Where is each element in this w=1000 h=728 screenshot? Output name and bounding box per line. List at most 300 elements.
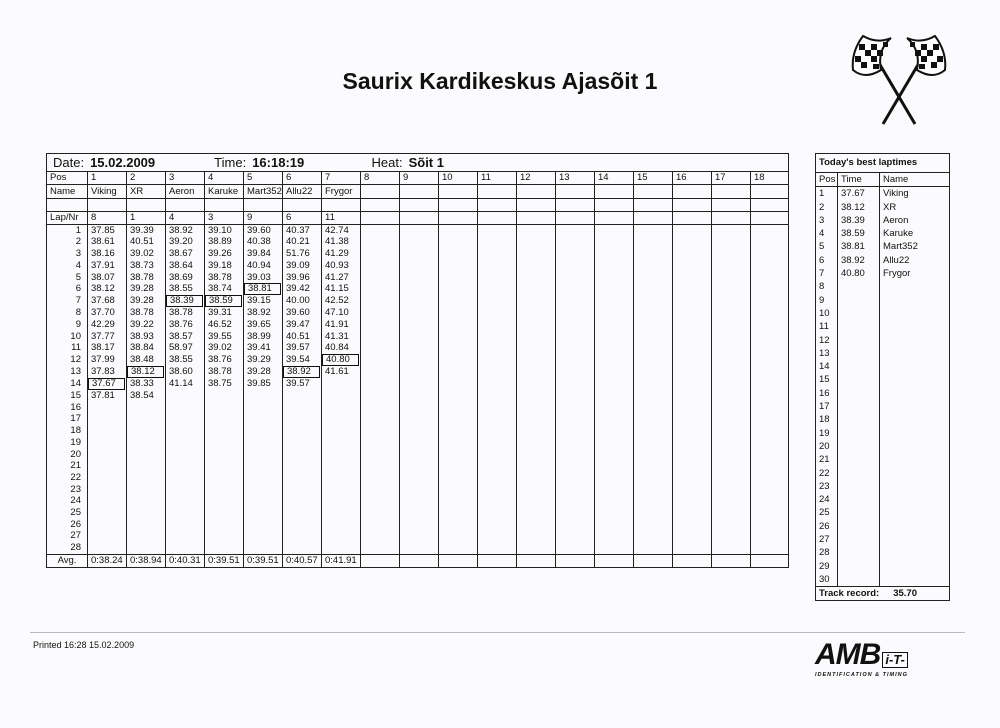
lap-time-cell	[517, 366, 556, 378]
spacer-cell	[244, 199, 283, 212]
lap-time-cell	[478, 460, 517, 472]
page-title: Saurix Kardikeskus Ajasõit 1	[342, 68, 658, 94]
lap-time-cell	[166, 519, 205, 531]
lap-time-cell	[88, 507, 127, 519]
best-time-cell	[838, 493, 880, 506]
lap-time-cell	[283, 495, 322, 507]
best-time-cell: 37.67	[838, 187, 880, 201]
lap-time-cell: 39.31	[205, 307, 244, 319]
best-laptime-row	[816, 440, 950, 453]
lap-time-cell	[634, 295, 673, 307]
lap-row	[47, 331, 789, 343]
lap-time-cell	[634, 437, 673, 449]
lap-time-cell	[439, 413, 478, 425]
lap-time-cell: 38.61	[88, 236, 127, 248]
average-cell: 0:38.24	[88, 554, 127, 567]
lap-time-cell: 42.74	[322, 224, 361, 236]
lap-time-cell	[712, 413, 751, 425]
best-pos-cell: 30	[816, 573, 838, 587]
lap-time-cell	[634, 307, 673, 319]
lap-time-cell: 39.02	[205, 342, 244, 354]
lap-number: 26	[47, 519, 88, 531]
lap-time-cell	[478, 449, 517, 461]
best-laptime-row	[816, 267, 950, 280]
driver-name-cell	[478, 185, 517, 199]
best-laptime-row	[816, 506, 950, 519]
lap-number: 21	[47, 460, 88, 472]
kart-number-cell: 8	[88, 212, 127, 225]
lap-time-cell	[595, 248, 634, 260]
lap-time-cell	[322, 472, 361, 484]
lap-time-cell: 40.38	[244, 236, 283, 248]
position-cell: 2	[127, 172, 166, 185]
best-time-cell	[838, 546, 880, 559]
lap-time-cell	[244, 507, 283, 519]
lap-number: 7	[47, 295, 88, 307]
position-cell: 11	[478, 172, 517, 185]
best-laptime-row	[816, 453, 950, 466]
best-time-cell	[838, 360, 880, 373]
lap-time-cell	[712, 342, 751, 354]
lap-times-table	[46, 153, 789, 568]
lap-time-cell	[478, 248, 517, 260]
name-label: Name	[47, 185, 88, 199]
best-laptimes-table	[815, 153, 950, 601]
lap-time-cell	[751, 390, 789, 402]
driver-name-cell	[595, 185, 634, 199]
best-name-cell	[880, 373, 950, 386]
lap-time-cell	[595, 530, 634, 542]
lap-time-cell	[712, 354, 751, 366]
lap-number: 20	[47, 449, 88, 461]
best-laptime-row	[816, 387, 950, 400]
lap-time-cell	[439, 260, 478, 272]
best-time-cell	[838, 440, 880, 453]
lap-time-cell	[205, 472, 244, 484]
lap-number: 16	[47, 402, 88, 414]
best-pos-cell: 15	[816, 373, 838, 386]
kart-number-cell: 3	[205, 212, 244, 225]
average-cell: 0:39.51	[205, 554, 244, 567]
lap-time-cell	[244, 425, 283, 437]
lap-time-cell	[283, 507, 322, 519]
lap-time-cell	[361, 354, 400, 366]
time-value: 16:18:19	[252, 155, 305, 170]
best-name-cell: Aeron	[880, 214, 950, 227]
lap-row	[47, 366, 789, 378]
lap-time-cell	[673, 295, 712, 307]
lap-time-cell	[634, 283, 673, 295]
lap-time-cell	[439, 224, 478, 236]
lap-time-cell: 38.74	[205, 283, 244, 295]
best-name-cell	[880, 427, 950, 440]
lap-time-cell	[88, 542, 127, 554]
best-name-cell	[880, 294, 950, 307]
best-time-cell	[838, 280, 880, 293]
lap-time-cell	[517, 519, 556, 531]
lap-time-cell	[556, 390, 595, 402]
kart-number-cell	[400, 212, 439, 225]
lap-time-cell	[751, 366, 789, 378]
lap-time-cell	[595, 236, 634, 248]
lap-time-cell	[712, 530, 751, 542]
kart-number-cell	[673, 212, 712, 225]
lap-time-cell	[556, 507, 595, 519]
lap-time-cell	[439, 248, 478, 260]
spacer-cell	[127, 199, 166, 212]
lap-time-cell: 41.31	[322, 331, 361, 343]
lap-time-cell	[127, 437, 166, 449]
best-pos-cell: 2	[816, 201, 838, 214]
lap-time-cell: 39.47	[283, 319, 322, 331]
lap-time-cell: 38.64	[166, 260, 205, 272]
position-cell: 6	[283, 172, 322, 185]
lap-time-cell: 38.89	[205, 236, 244, 248]
lap-time-cell	[361, 437, 400, 449]
lap-time-cell	[127, 472, 166, 484]
lap-time-cell	[400, 295, 439, 307]
best-laptime-row	[816, 480, 950, 493]
lap-time-cell	[166, 542, 205, 554]
lap-time-cell	[595, 354, 634, 366]
lap-time-cell	[634, 236, 673, 248]
lap-time-cell	[517, 402, 556, 414]
lap-time-cell	[244, 460, 283, 472]
lap-time-cell	[556, 402, 595, 414]
lap-time-cell	[478, 542, 517, 554]
lap-time-cell	[127, 542, 166, 554]
best-name-cell	[880, 560, 950, 573]
lap-time-cell	[556, 425, 595, 437]
lap-time-cell: 41.29	[322, 248, 361, 260]
best-name-cell	[880, 493, 950, 506]
lap-time-cell	[595, 519, 634, 531]
lap-time-cell: 39.41	[244, 342, 283, 354]
lap-time-cell	[751, 319, 789, 331]
lap-time-cell: 38.75	[205, 378, 244, 390]
lap-time-cell	[205, 484, 244, 496]
position-row	[47, 172, 789, 185]
lap-time-cell	[634, 390, 673, 402]
lap-time-cell	[712, 542, 751, 554]
best-lap-highlight: 38.92	[283, 366, 320, 378]
lap-time-cell	[478, 272, 517, 284]
lap-time-cell: 39.39	[127, 224, 166, 236]
best-pos-cell: 10	[816, 307, 838, 320]
lap-time-cell	[517, 460, 556, 472]
lap-time-cell	[88, 413, 127, 425]
lap-time-cell	[361, 519, 400, 531]
best-name-cell	[880, 387, 950, 400]
lap-time-cell	[88, 425, 127, 437]
best-pos-cell: 28	[816, 546, 838, 559]
lap-time-cell	[751, 331, 789, 343]
best-name-cell	[880, 347, 950, 360]
lap-time-cell	[634, 331, 673, 343]
lap-time-cell	[478, 224, 517, 236]
lap-time-cell	[595, 437, 634, 449]
lap-time-cell	[634, 248, 673, 260]
position-cell: 1	[88, 172, 127, 185]
lap-time-cell	[400, 331, 439, 343]
lap-time-cell	[283, 366, 322, 378]
best-time-cell: 38.81	[838, 240, 880, 253]
lap-time-cell	[751, 342, 789, 354]
lap-time-cell	[400, 342, 439, 354]
spacer-row	[47, 199, 789, 212]
best-name-cell	[880, 453, 950, 466]
position-cell: 12	[517, 172, 556, 185]
lap-time-cell	[478, 402, 517, 414]
lap-time-cell	[595, 449, 634, 461]
lap-time-cell	[751, 283, 789, 295]
best-name-cell: XR	[880, 201, 950, 214]
lap-number: 6	[47, 283, 88, 295]
lap-time-cell	[166, 425, 205, 437]
lap-time-cell	[517, 307, 556, 319]
best-pos-cell: 6	[816, 254, 838, 267]
position-cell: 7	[322, 172, 361, 185]
lap-row	[47, 437, 789, 449]
best-name-cell: Allu22	[880, 254, 950, 267]
lap-time-cell: 37.99	[88, 354, 127, 366]
lap-time-cell	[673, 507, 712, 519]
average-cell	[517, 554, 556, 567]
kart-number-row	[47, 212, 789, 225]
best-time-cell	[838, 467, 880, 480]
best-name-cell: Viking	[880, 187, 950, 201]
position-cell: 9	[400, 172, 439, 185]
lap-row	[47, 495, 789, 507]
spacer-cell	[673, 199, 712, 212]
lap-time-cell	[751, 402, 789, 414]
lap-time-cell: 39.54	[283, 354, 322, 366]
best-pos-cell: 19	[816, 427, 838, 440]
lap-time-cell	[88, 449, 127, 461]
spacer-cell	[634, 199, 673, 212]
lap-time-cell	[673, 331, 712, 343]
lap-time-cell	[322, 519, 361, 531]
lap-time-cell	[517, 354, 556, 366]
lap-time-cell	[478, 472, 517, 484]
lap-time-cell	[556, 542, 595, 554]
lap-time-cell	[517, 331, 556, 343]
lap-number: 11	[47, 342, 88, 354]
lap-time-cell: 38.93	[127, 331, 166, 343]
best-name-cell	[880, 533, 950, 546]
lap-time-cell	[478, 413, 517, 425]
lap-time-cell	[283, 425, 322, 437]
lap-time-cell: 38.78	[166, 307, 205, 319]
lap-time-cell	[88, 402, 127, 414]
lap-time-cell: 40.00	[283, 295, 322, 307]
lap-time-cell: 38.48	[127, 354, 166, 366]
lap-time-cell	[361, 283, 400, 295]
lap-time-cell	[127, 460, 166, 472]
lap-time-cell	[556, 307, 595, 319]
average-cell	[556, 554, 595, 567]
lap-time-cell	[712, 460, 751, 472]
lap-time-cell	[712, 425, 751, 437]
driver-name-cell	[673, 185, 712, 199]
lap-time-cell	[439, 530, 478, 542]
lap-time-cell	[556, 236, 595, 248]
lap-time-cell	[244, 437, 283, 449]
lap-time-cell	[244, 542, 283, 554]
lap-time-cell	[595, 319, 634, 331]
lap-time-cell	[127, 413, 166, 425]
lap-time-cell	[751, 495, 789, 507]
lap-time-cell	[556, 331, 595, 343]
lap-time-cell	[556, 248, 595, 260]
best-time-cell: 38.59	[838, 227, 880, 240]
lap-time-cell	[751, 519, 789, 531]
best-pos-cell: 12	[816, 334, 838, 347]
date-label: Date:	[53, 155, 85, 170]
lap-time-cell	[595, 295, 634, 307]
lap-row	[47, 307, 789, 319]
lap-time-cell	[595, 484, 634, 496]
best-time-cell: 38.12	[838, 201, 880, 214]
lap-time-cell	[244, 390, 283, 402]
lap-time-cell	[400, 354, 439, 366]
lap-time-cell: 39.18	[205, 260, 244, 272]
lap-time-cell	[517, 542, 556, 554]
lap-time-cell	[712, 495, 751, 507]
lap-time-cell	[400, 236, 439, 248]
lap-time-cell	[673, 437, 712, 449]
lap-time-cell: 39.10	[205, 224, 244, 236]
lap-time-cell	[205, 402, 244, 414]
lap-time-cell	[556, 342, 595, 354]
lap-time-cell	[595, 460, 634, 472]
lap-time-cell	[400, 507, 439, 519]
lap-time-cell	[88, 378, 127, 390]
lap-time-cell	[283, 519, 322, 531]
best-time-cell	[838, 560, 880, 573]
lap-time-cell	[127, 402, 166, 414]
lap-time-cell	[751, 378, 789, 390]
lap-time-cell	[517, 495, 556, 507]
lap-time-cell: 38.76	[166, 319, 205, 331]
lap-time-cell	[634, 378, 673, 390]
lap-time-cell: 38.55	[166, 283, 205, 295]
best-name-cell	[880, 506, 950, 519]
lap-time-cell	[673, 495, 712, 507]
lap-time-cell	[400, 260, 439, 272]
best-pos-cell: 18	[816, 413, 838, 426]
lap-time-cell	[439, 472, 478, 484]
lap-time-cell	[673, 425, 712, 437]
lap-time-cell	[478, 484, 517, 496]
lap-row	[47, 390, 789, 402]
lap-time-cell: 39.60	[244, 224, 283, 236]
best-time-cell	[838, 373, 880, 386]
lap-time-cell	[400, 460, 439, 472]
average-cell	[478, 554, 517, 567]
driver-name-cell: Karuke	[205, 185, 244, 199]
lap-time-cell	[712, 331, 751, 343]
lap-row	[47, 472, 789, 484]
lap-row	[47, 449, 789, 461]
lap-time-cell	[166, 495, 205, 507]
lap-time-cell	[283, 530, 322, 542]
lap-time-cell	[634, 542, 673, 554]
lap-time-cell	[322, 530, 361, 542]
best-name-cell	[880, 546, 950, 559]
lap-time-cell	[361, 530, 400, 542]
lap-time-cell	[205, 542, 244, 554]
best-name-cell	[880, 520, 950, 533]
lap-time-cell	[361, 413, 400, 425]
average-cell: 0:40.31	[166, 554, 205, 567]
lap-time-cell	[322, 495, 361, 507]
avg-label: Avg.	[47, 554, 88, 567]
best-lap-highlight: 38.12	[127, 366, 164, 378]
lap-time-cell	[751, 236, 789, 248]
lap-time-cell	[166, 437, 205, 449]
lap-time-cell	[361, 272, 400, 284]
lap-time-cell: 39.28	[127, 295, 166, 307]
lap-time-cell	[673, 342, 712, 354]
best-name-cell	[880, 480, 950, 493]
spacer-cell	[166, 199, 205, 212]
driver-name-cell	[556, 185, 595, 199]
lap-time-cell	[478, 319, 517, 331]
lap-time-cell	[556, 495, 595, 507]
lap-time-cell	[244, 484, 283, 496]
best-pos-cell: 9	[816, 294, 838, 307]
lap-time-cell: 40.94	[244, 260, 283, 272]
lap-time-cell	[712, 378, 751, 390]
lap-time-cell	[400, 283, 439, 295]
lap-time-cell	[88, 519, 127, 531]
lap-time-cell	[205, 495, 244, 507]
lap-number: 10	[47, 331, 88, 343]
lap-time-cell	[556, 460, 595, 472]
best-laptime-row	[816, 320, 950, 333]
lap-number: 28	[47, 542, 88, 554]
lap-time-cell	[361, 402, 400, 414]
best-laptime-row	[816, 240, 950, 253]
best-lap-highlight: 38.59	[205, 295, 242, 307]
lap-time-cell	[361, 460, 400, 472]
lap-time-cell	[127, 530, 166, 542]
lap-time-cell	[283, 390, 322, 402]
lap-time-cell: 39.29	[244, 354, 283, 366]
best-time-cell	[838, 533, 880, 546]
lap-time-cell	[517, 342, 556, 354]
lap-number: 9	[47, 319, 88, 331]
date-value: 15.02.2009	[90, 155, 156, 170]
average-cell	[712, 554, 751, 567]
lap-time-cell: 39.09	[283, 260, 322, 272]
lap-time-cell	[361, 366, 400, 378]
lap-time-cell: 39.28	[244, 366, 283, 378]
kart-number-cell	[556, 212, 595, 225]
lap-time-cell	[517, 507, 556, 519]
lap-time-cell	[673, 224, 712, 236]
lap-time-cell	[439, 437, 478, 449]
lap-time-cell	[166, 472, 205, 484]
lap-time-cell	[673, 366, 712, 378]
lap-time-cell: 38.69	[166, 272, 205, 284]
lap-time-cell	[322, 507, 361, 519]
lap-time-cell: 40.21	[283, 236, 322, 248]
lap-row	[47, 484, 789, 496]
lap-time-cell	[439, 342, 478, 354]
driver-name-cell: XR	[127, 185, 166, 199]
